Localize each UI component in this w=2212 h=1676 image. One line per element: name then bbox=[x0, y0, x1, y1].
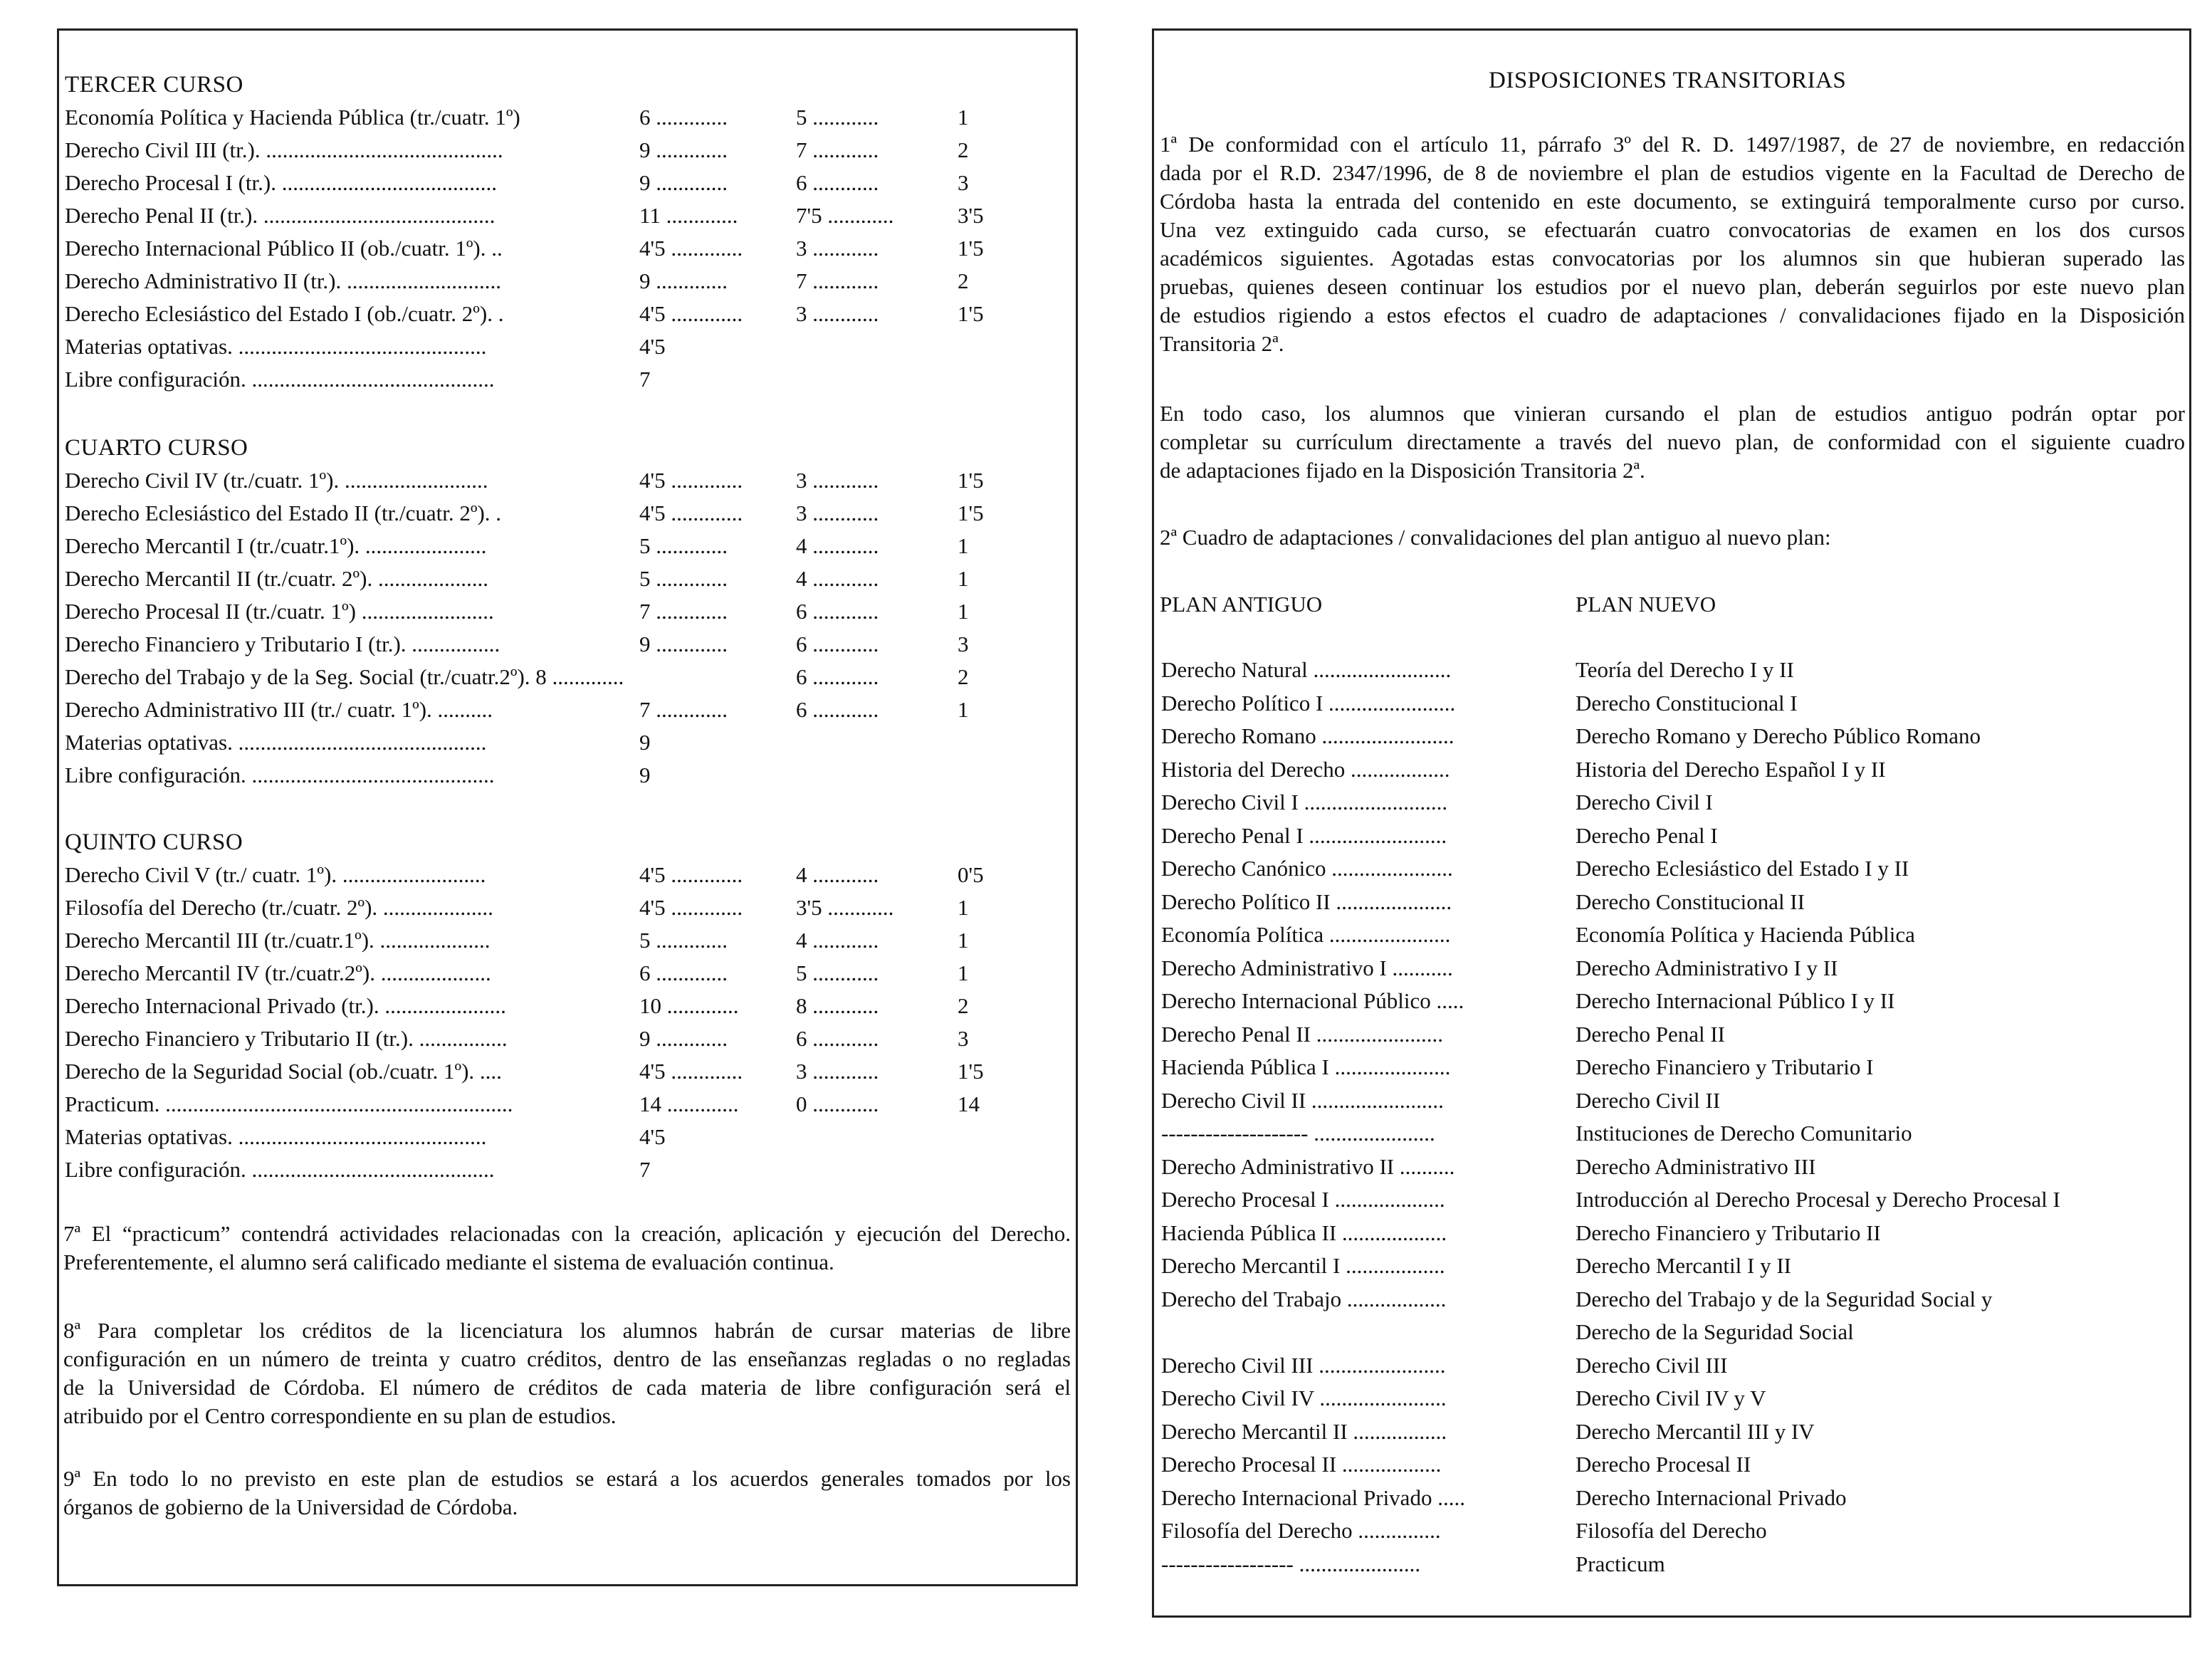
adaptation-row bbox=[1154, 954, 2179, 987]
new-plan-subject: Derecho Financiero y Tributario I bbox=[1576, 1054, 1874, 1079]
credits-total: 4'5 ............. bbox=[639, 501, 743, 525]
note-7 bbox=[63, 1220, 1071, 1277]
adaptation-row bbox=[1154, 1351, 2179, 1384]
credits-practice: 3 bbox=[958, 632, 969, 656]
old-plan-subject: Derecho Civil II ........................ bbox=[1161, 1087, 1444, 1113]
adaptation-row bbox=[1154, 987, 2179, 1020]
old-plan-subject: Derecho Internacional Privado ..... bbox=[1161, 1484, 1465, 1510]
credits-practice: 3'5 bbox=[958, 203, 984, 228]
adaptation-row bbox=[1154, 1119, 2179, 1152]
old-plan-subject: Hacienda Pública I ..................... bbox=[1161, 1054, 1451, 1079]
new-plan-subject: Derecho Civil II bbox=[1576, 1087, 1721, 1113]
credits-total: 7 bbox=[639, 367, 651, 392]
old-plan-subject: Derecho Procesal I .................... bbox=[1161, 1187, 1445, 1212]
credits-practice: 3 bbox=[958, 1026, 969, 1051]
credits-theory: 7 ............ bbox=[796, 268, 879, 293]
new-plan-subject: Filosofía del Derecho bbox=[1576, 1518, 1767, 1543]
credits-practice: 2 bbox=[958, 993, 969, 1018]
paragraph-line: configuración en un número de treinta y cuatro créditos, dentro de las enseñanzas regladas o no regladas bbox=[63, 1346, 1071, 1371]
adaptation-row bbox=[1154, 1053, 2179, 1086]
new-plan-subject: Derecho Civil IV y V bbox=[1576, 1386, 1766, 1410]
credits-practice: 1'5 bbox=[958, 468, 984, 493]
adaptation-row bbox=[1154, 656, 2179, 688]
section-heading: TERCER CURSO bbox=[65, 72, 243, 98]
old-plan-subject: Derecho Mercantil II ................. bbox=[1161, 1418, 1447, 1444]
course-name: Economía Política y Hacienda Pública (tr./cuatr. 1º) bbox=[65, 105, 520, 130]
credits-total: 7 ............. bbox=[639, 697, 728, 722]
new-plan-subject: Derecho Internacional Público I y II bbox=[1576, 988, 1895, 1013]
paragraph-line: Córdoba hasta la entrada del contenido en este documento, se extinguirá temporalmente curso por curso. bbox=[1160, 189, 2185, 214]
old-plan-subject: Economía Política ...................... bbox=[1161, 922, 1451, 947]
new-plan-subject: Introducción al Derecho Procesal y Derecho Procesal I bbox=[1576, 1187, 2060, 1212]
old-plan-subject: Derecho Romano ........................ bbox=[1161, 723, 1454, 748]
course-name: Derecho Procesal I (tr.). ....................................... bbox=[65, 170, 497, 195]
note-8 bbox=[63, 1316, 1071, 1430]
credits-total: 14 ............. bbox=[639, 1091, 739, 1116]
new-plan-subject: Derecho Civil I bbox=[1576, 790, 1713, 815]
credits-practice: 1 bbox=[958, 697, 969, 722]
adaptation-row bbox=[1154, 921, 2179, 953]
course-name: Derecho Civil V (tr./ cuatr. 1º). .......................... bbox=[65, 862, 486, 887]
right-panel bbox=[1152, 28, 2191, 1618]
new-plan-subject: Derecho Penal I bbox=[1576, 822, 1718, 848]
course-name: Derecho Mercantil II (tr./cuatr. 2º). .................... bbox=[65, 566, 488, 591]
paragraph-line: de la Universidad de Córdoba. El número de créditos de cada materia de libre configuración será el bbox=[63, 1375, 1071, 1400]
old-plan-subject: Derecho Civil IV ....................... bbox=[1161, 1386, 1447, 1410]
adaptation-row bbox=[1154, 1252, 2179, 1284]
paragraph-line: Preferentemente, el alumno será calificado mediante el sistema de evaluación continua. bbox=[63, 1250, 834, 1274]
credits-practice: 1 bbox=[958, 533, 969, 558]
credits-theory: 5 ............ bbox=[796, 960, 879, 985]
paragraph-line: 9ª En todo lo no previsto en este plan de estudios se estará a los acuerdos generales tomados por los bbox=[63, 1466, 1071, 1491]
paragraph-line: pruebas, quienes deseen continuar los estudios por el nuevo plan, deberán seguirlos por este nuevo plan bbox=[1160, 274, 2185, 299]
old-plan-subject: Derecho Civil I .......................... bbox=[1161, 790, 1448, 815]
column-header-new-plan: PLAN NUEVO bbox=[1576, 592, 1716, 617]
credits-total: 4'5 bbox=[639, 1124, 666, 1149]
credits-total: 4'5 ............. bbox=[639, 236, 743, 261]
new-plan-subject: Derecho del Trabajo y de la Seguridad Social y bbox=[1576, 1286, 1993, 1311]
credits-theory: 6 ............ bbox=[796, 170, 879, 195]
course-name: Derecho Administrativo III (tr./ cuatr. 1º). .......... bbox=[65, 697, 493, 722]
credits-total: 4'5 ............. bbox=[639, 301, 743, 326]
adaptation-table-intro: 2ª Cuadro de adaptaciones / convalidaciones del plan antiguo al nuevo plan: bbox=[1160, 525, 1831, 550]
adaptation-row bbox=[1154, 1153, 2179, 1185]
credits-theory: 3 ............ bbox=[796, 468, 879, 493]
paragraph-line: académicos siguientes. Agotadas estas convocatorias por los alumnos sin que hubieran superado las bbox=[1160, 246, 2185, 271]
credits-theory: 3 ............ bbox=[796, 301, 879, 326]
credits-theory: 3 ............ bbox=[796, 236, 879, 261]
course-name: Libre configuración. ............................................ bbox=[65, 367, 495, 392]
old-plan-subject: Derecho Civil III ....................... bbox=[1161, 1352, 1446, 1378]
course-name: Derecho Eclesiástico del Estado I (ob./cuatr. 2º). . bbox=[65, 301, 504, 326]
paragraph-line: En todo caso, los alumnos que vinieran cursando el plan de estudios antiguo podrán optar por bbox=[1160, 401, 2185, 426]
adaptation-row bbox=[1154, 888, 2179, 921]
credits-practice: 1 bbox=[958, 566, 969, 591]
section-heading: CUARTO CURSO bbox=[65, 435, 248, 461]
course-name: Derecho Eclesiástico del Estado II (tr./cuatr. 2º). . bbox=[65, 501, 502, 525]
old-plan-subject: Derecho Procesal II .................. bbox=[1161, 1452, 1442, 1477]
course-name: Practicum. ............................................................... bbox=[65, 1091, 513, 1116]
new-plan-subject: Derecho de la Seguridad Social bbox=[1576, 1319, 1854, 1344]
credits-total: 5 ............. bbox=[639, 533, 728, 558]
course-name: Derecho Internacional Público II (ob./cuatr. 1º). .. bbox=[65, 236, 503, 261]
new-plan-subject: Derecho Civil III bbox=[1576, 1352, 1728, 1378]
credits-theory: 6 ............ bbox=[796, 697, 879, 722]
adaptation-row bbox=[1154, 1418, 2179, 1450]
adaptation-row bbox=[1154, 755, 2179, 788]
new-plan-subject: Derecho Romano y Derecho Público Romano bbox=[1576, 723, 1981, 748]
adaptation-row bbox=[1154, 1086, 2179, 1119]
transitional-provision-1 bbox=[1160, 130, 2185, 358]
credits-theory: 4 ............ bbox=[796, 566, 879, 591]
credits-total: 11 ............. bbox=[639, 203, 738, 228]
section-title: DISPOSICIONES TRANSITORIAS bbox=[1489, 68, 1847, 93]
new-plan-subject: Instituciones de Derecho Comunitario bbox=[1576, 1121, 1912, 1146]
credits-total: 9 bbox=[639, 763, 651, 787]
old-plan-subject: Derecho Internacional Público ..... bbox=[1161, 988, 1464, 1013]
adaptation-row bbox=[1154, 1450, 2179, 1483]
course-name: Derecho Penal II (tr.). .......................................... bbox=[65, 203, 496, 228]
credits-practice: 2 bbox=[958, 137, 969, 162]
credits-theory: 3'5 ............ bbox=[796, 895, 894, 920]
credits-theory: 7'5 ............ bbox=[796, 203, 894, 228]
left-panel bbox=[57, 28, 1078, 1586]
credits-theory: 5 ............ bbox=[796, 105, 879, 130]
credits-practice: 2 bbox=[958, 268, 969, 293]
credits-theory: 4 ............ bbox=[796, 862, 879, 887]
new-plan-subject: Derecho Procesal II bbox=[1576, 1452, 1751, 1477]
course-name: Materias optativas. ............................................. bbox=[65, 1124, 487, 1149]
course-name: Filosofía del Derecho (tr./cuatr. 2º). .................... bbox=[65, 895, 493, 920]
course-name: Derecho Civil III (tr.). ........................................... bbox=[65, 137, 503, 162]
credits-theory: 6 ............ bbox=[796, 1026, 879, 1051]
new-plan-subject: Derecho Mercantil I y II bbox=[1576, 1253, 1791, 1278]
credits-total: 4'5 ............. bbox=[639, 468, 743, 493]
note-9 bbox=[63, 1465, 1071, 1522]
course-name: Libre configuración. ............................................ bbox=[65, 1157, 495, 1182]
paragraph-line: Una vez extinguido cada curso, se efectuarán cuatro convocatorias de examen en los dos cursos bbox=[1160, 217, 2185, 242]
credits-total: 9 ............. bbox=[639, 1026, 728, 1051]
new-plan-subject: Derecho Eclesiástico del Estado I y II bbox=[1576, 856, 1909, 881]
credits-practice: 1 bbox=[958, 599, 969, 624]
paragraph-line: completar su currículum directamente a través del nuevo plan, de conformidad con el siguiente cuadro bbox=[1160, 429, 2185, 454]
credits-practice: 1'5 bbox=[958, 1059, 984, 1084]
credits-theory: 4 ............ bbox=[796, 533, 879, 558]
credits-total: 4'5 bbox=[639, 334, 666, 359]
credits-total: 10 ............. bbox=[639, 993, 739, 1018]
credits-practice: 0'5 bbox=[958, 862, 984, 887]
course-name: Derecho Mercantil I (tr./cuatr.1º). ...................... bbox=[65, 533, 487, 558]
credits-practice: 1'5 bbox=[958, 501, 984, 525]
course-name: Derecho Mercantil III (tr./cuatr.1º). .................... bbox=[65, 928, 491, 953]
new-plan-subject: Derecho Administrativo I y II bbox=[1576, 955, 1838, 980]
paragraph-line: 1ª De conformidad con el artículo 11, párrafo 3º del R. D. 1497/1987, de 27 de noviembre, en redacción bbox=[1160, 132, 2185, 157]
credits-theory: 6 ............ bbox=[796, 632, 879, 656]
old-plan-subject: Derecho Mercantil I .................. bbox=[1161, 1253, 1445, 1278]
old-plan-subject: Hacienda Pública II ................... bbox=[1161, 1220, 1447, 1245]
section-heading: QUINTO CURSO bbox=[65, 829, 243, 855]
course-name: Derecho del Trabajo y de la Seg. Social (tr./cuatr.2º). 8 ............. bbox=[65, 664, 624, 689]
paragraph-line: Transitoria 2ª. bbox=[1160, 331, 1284, 356]
adaptation-row bbox=[1154, 1517, 2179, 1549]
old-plan-subject: Derecho Canónico ...................... bbox=[1161, 856, 1453, 881]
paragraph-line: órganos de gobierno de la Universidad de Córdoba. bbox=[63, 1494, 518, 1519]
course-name: Derecho Financiero y Tributario II (tr.). ................ bbox=[65, 1026, 508, 1051]
adaptation-row bbox=[1154, 1484, 2179, 1517]
credits-practice: 1 bbox=[958, 960, 969, 985]
credits-theory: 6 ............ bbox=[796, 664, 879, 689]
credits-total: 6 ............. bbox=[639, 960, 728, 985]
course-name: Derecho Administrativo II (tr.). ............................ bbox=[65, 268, 502, 293]
paragraph-line: dada por el R.D. 2347/1996, de 8 de noviembre el plan de estudios vigente en la Facultad de Derecho de bbox=[1160, 160, 2185, 185]
new-plan-subject: Derecho Financiero y Tributario II bbox=[1576, 1220, 1881, 1245]
old-plan-subject: Derecho Administrativo II .......... bbox=[1161, 1153, 1455, 1179]
new-plan-subject: Derecho Internacional Privado bbox=[1576, 1484, 1847, 1510]
adaptation-row bbox=[1154, 1318, 2179, 1351]
credits-theory: 6 ............ bbox=[796, 599, 879, 624]
credits-theory: 7 ............ bbox=[796, 137, 879, 162]
credits-total: 9 ............. bbox=[639, 268, 728, 293]
adaptation-row bbox=[1154, 854, 2179, 887]
old-plan-subject: Derecho Político I ....................... bbox=[1161, 690, 1456, 716]
old-plan-subject: Derecho del Trabajo .................. bbox=[1161, 1286, 1447, 1311]
credits-total: 4'5 ............. bbox=[639, 862, 743, 887]
old-plan-subject: Derecho Natural ......................... bbox=[1161, 657, 1452, 682]
paragraph-line: de estudios rigiendo a estos efectos el cuadro de adaptaciones / convalidaciones fijado en la Disposición bbox=[1160, 303, 2185, 328]
credits-total: 9 ............. bbox=[639, 137, 728, 162]
paragraph-line: 7ª El “practicum” contendrá actividades relacionadas con la creación, aplicación y ejecución del Derecho. bbox=[63, 1221, 1071, 1246]
course-name: Derecho de la Seguridad Social (ob./cuatr. 1º). .... bbox=[65, 1059, 502, 1084]
credits-total: 5 ............. bbox=[639, 566, 728, 591]
old-plan-subject: Derecho Penal I ......................... bbox=[1161, 822, 1447, 848]
adaptation-row bbox=[1154, 822, 2179, 854]
credits-theory: 0 ............ bbox=[796, 1091, 879, 1116]
credits-total: 7 bbox=[639, 1157, 651, 1182]
new-plan-subject: Economía Política y Hacienda Pública bbox=[1576, 922, 1915, 947]
transitional-provision-1-continued bbox=[1160, 399, 2185, 485]
credits-practice: 1 bbox=[958, 928, 969, 953]
credits-practice: 1'5 bbox=[958, 301, 984, 326]
new-plan-subject: Teoría del Derecho I y II bbox=[1576, 657, 1794, 682]
credits-practice: 3 bbox=[958, 170, 969, 195]
old-plan-subject: Derecho Político II ..................... bbox=[1161, 889, 1452, 914]
new-plan-subject: Derecho Penal II bbox=[1576, 1021, 1726, 1047]
credits-total: 7 ............. bbox=[639, 599, 728, 624]
paragraph-line: 8ª Para completar los créditos de la licenciatura los alumnos habrán de cursar materias de libre bbox=[63, 1318, 1071, 1343]
old-plan-subject: Historia del Derecho .................. bbox=[1161, 756, 1450, 782]
credits-practice: 1 bbox=[958, 105, 969, 130]
new-plan-subject: Practicum bbox=[1576, 1551, 1665, 1576]
new-plan-subject: Derecho Administrativo III bbox=[1576, 1153, 1816, 1179]
credits-total: 9 bbox=[639, 730, 651, 755]
old-plan-subject: ------------------ ...................... bbox=[1161, 1551, 1421, 1576]
credits-total: 9 ............. bbox=[639, 170, 728, 195]
credits-total: 9 ............. bbox=[639, 632, 728, 656]
course-name: Materias optativas. ............................................. bbox=[65, 334, 487, 359]
course-name: Derecho Procesal II (tr./cuatr. 1º) ........................ bbox=[65, 599, 494, 624]
course-name: Libre configuración. ............................................ bbox=[65, 763, 495, 787]
credits-practice: 2 bbox=[958, 664, 969, 689]
adaptation-row bbox=[1154, 1219, 2179, 1252]
paragraph-line: atribuido por el Centro correspondiente en su plan de estudios. bbox=[63, 1403, 617, 1428]
course-name: Materias optativas. ............................................. bbox=[65, 730, 487, 755]
adaptation-row bbox=[1154, 1185, 2179, 1218]
new-plan-subject: Historia del Derecho Español I y II bbox=[1576, 756, 1886, 782]
credits-total: 4'5 ............. bbox=[639, 895, 743, 920]
credits-total: 6 ............. bbox=[639, 105, 728, 130]
credits-theory: 3 ............ bbox=[796, 1059, 879, 1084]
credits-total: 4'5 ............. bbox=[639, 1059, 743, 1084]
new-plan-subject: Derecho Constitucional II bbox=[1576, 889, 1805, 914]
course-name: Derecho Internacional Privado (tr.). ...................... bbox=[65, 993, 506, 1018]
adaptation-row bbox=[1154, 788, 2179, 821]
course-name: Derecho Financiero y Tributario I (tr.). ................ bbox=[65, 632, 500, 656]
credits-practice: 1 bbox=[958, 895, 969, 920]
credits-practice: 1'5 bbox=[958, 236, 984, 261]
adaptation-row bbox=[1154, 1020, 2179, 1053]
credits-theory: 8 ............ bbox=[796, 993, 879, 1018]
adaptation-row bbox=[1154, 1550, 2179, 1583]
new-plan-subject: Derecho Mercantil III y IV bbox=[1576, 1418, 1815, 1444]
adaptation-row bbox=[1154, 722, 2179, 755]
adaptation-row bbox=[1154, 689, 2179, 722]
course-name: Derecho Mercantil IV (tr./cuatr.2º). .................... bbox=[65, 960, 491, 985]
column-header-old-plan: PLAN ANTIGUO bbox=[1160, 592, 1323, 617]
course-name: Derecho Civil IV (tr./cuatr. 1º). .......................... bbox=[65, 468, 488, 493]
new-plan-subject: Derecho Constitucional I bbox=[1576, 690, 1798, 716]
old-plan-subject: Filosofía del Derecho ............... bbox=[1161, 1518, 1441, 1543]
old-plan-subject: -------------------- ...................... bbox=[1161, 1121, 1435, 1146]
paragraph-line: de adaptaciones fijado en la Disposición Transitoria 2ª. bbox=[1160, 458, 1645, 483]
adaptation-row bbox=[1154, 1384, 2179, 1417]
credits-practice: 14 bbox=[958, 1091, 980, 1116]
credits-total: 5 ............. bbox=[639, 928, 728, 953]
adaptation-row bbox=[1154, 1285, 2179, 1318]
old-plan-subject: Derecho Administrativo I ........... bbox=[1161, 955, 1453, 980]
credits-theory: 3 ............ bbox=[796, 501, 879, 525]
old-plan-subject: Derecho Penal II ....................... bbox=[1161, 1021, 1444, 1047]
credits-theory: 4 ............ bbox=[796, 928, 879, 953]
